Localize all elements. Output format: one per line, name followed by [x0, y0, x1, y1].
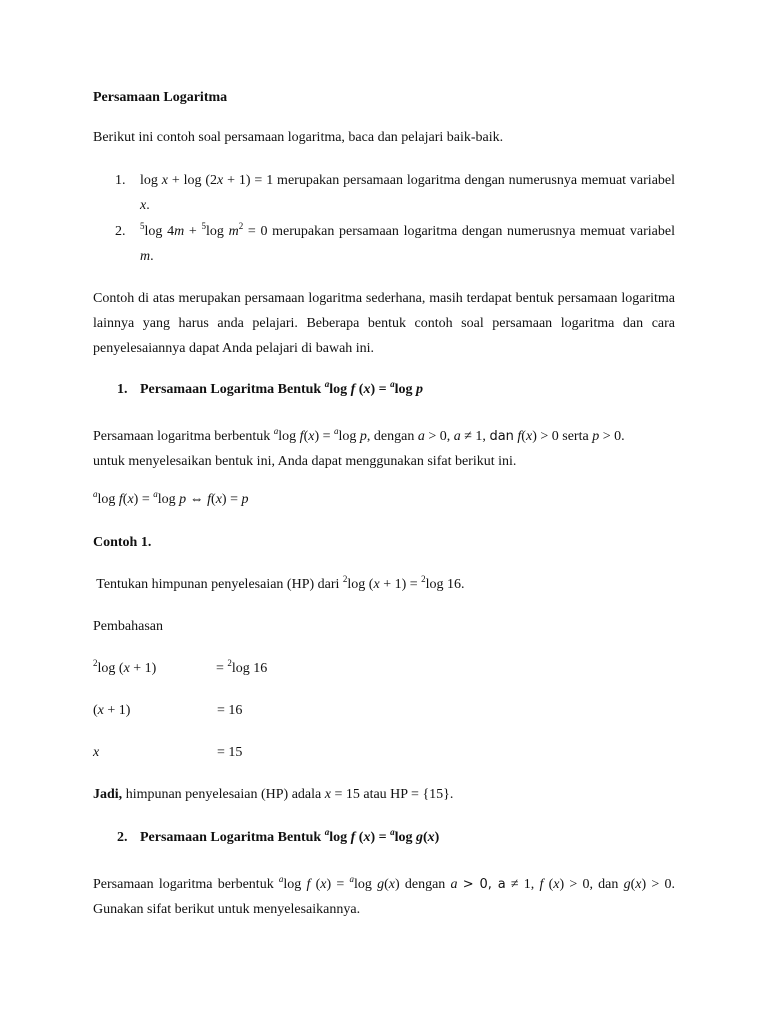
solution-row-3-left: x: [93, 745, 100, 760]
section-2-paragraph: Persamaan logaritma berbentuk $^a$log f (x) = $^a$log g(x) dengan a > 0, a ≠ 1, f (x) > 0, dan g(x) > 0. Gunakan sifat berikut untuk menyelesaikannya.: [93, 874, 675, 917]
document-title: Persamaan Logaritma: [93, 90, 228, 105]
solution-row-1-right: = $^2$log 16: [216, 658, 268, 676]
example-1-question: Tentukan himpunan penyelesaian (HP) dari $^2$log (x + 1) = $^2$log 16.: [93, 574, 465, 592]
list-item-2: $^5$log 4m + $^5$log $m^2 = 0$ merupakan persamaan logaritma dengan numerusnya memuat variabel m.: [140, 221, 675, 264]
section-1-heading: Persamaan Logaritma Bentuk $^a$log f (x) = $^a$log p: [140, 379, 423, 397]
list-number-2: 2.: [115, 224, 126, 239]
pembahasan-label: Pembahasan: [93, 619, 163, 634]
intro-paragraph: Berikut ini contoh soal persamaan logaritma, baca dan pelajari baik-baik.: [93, 130, 504, 145]
section-2-heading: Persamaan Logaritma Bentuk $^a$log f (x) = $^a$log g(x): [140, 827, 440, 845]
solution-row-3-right: = 15: [217, 745, 243, 760]
example-1-heading: Contoh 1.: [93, 535, 152, 550]
list-number-1: 1.: [115, 173, 126, 188]
intro-paragraph-2: Contoh di atas merupakan persamaan logaritma sederhana, masih terdapat bentuk persamaan logaritma lainnya yang harus anda pelajari. Beberapa bentuk contoh soal persamaan logaritma dan cara penyelesaiannya dapat Anda pelajari di bawah ini.: [93, 291, 675, 356]
conclusion-line: Jadi, himpunan penyelesaian (HP) adala x = 15 atau HP = {15}.: [93, 787, 454, 802]
list-item-1: log x + log (2x + 1) = 1 merupakan persamaan logaritma dengan numerusnya memuat variabel x.: [140, 173, 676, 213]
section-1-number: 1.: [117, 382, 128, 397]
solution-row-2-left: (x + 1): [93, 703, 131, 718]
property-formula: $^a$log f(x) = $^a$log p ⇔ f(x) = p: [93, 489, 249, 507]
solution-row-2-right: = 16: [217, 703, 243, 718]
section-1-paragraph: Persamaan logaritma berbentuk $^a$log f(x) = $^a$log p, dengan a > 0, a ≠ 1, dan f(x) > 0 serta p > 0. untuk menyelesaikan bentuk ini, Anda dapat menggunakan sifat berikut ini.: [93, 426, 625, 469]
section-2-number: 2.: [117, 830, 128, 845]
solution-row-1-left: $^2$log (x + 1): [93, 658, 157, 676]
